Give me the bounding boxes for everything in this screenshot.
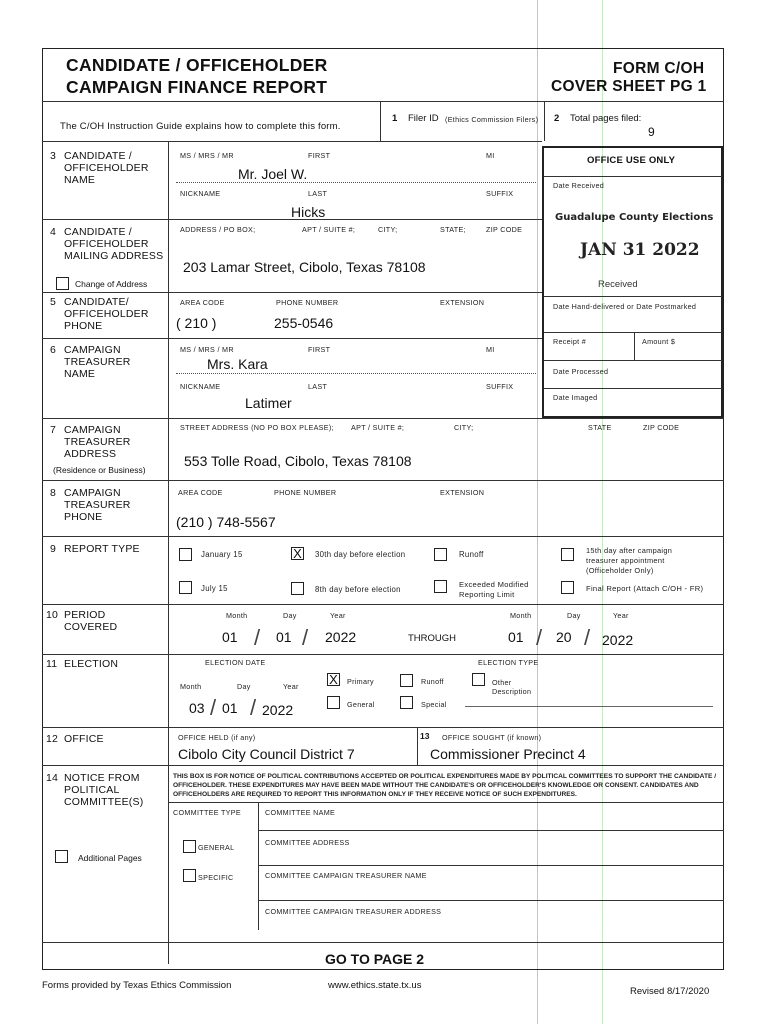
- 15th-day-checkbox[interactable]: [561, 548, 574, 561]
- field-label: Year: [283, 682, 299, 691]
- field-label: LAST: [308, 382, 328, 391]
- field-label: STREET ADDRESS (NO PO BOX PLEASE);: [180, 423, 334, 432]
- option-label: General: [347, 700, 375, 709]
- section-number: 7: [50, 424, 57, 436]
- treasurer-address-value: 553 Tolle Road, Cibolo, Texas 78108: [184, 453, 412, 469]
- field-label: COMMITTEE CAMPAIGN TREASURER ADDRESS: [265, 907, 442, 916]
- field-label: ADDRESS / PO BOX;: [180, 225, 256, 234]
- field-label: EXTENSION: [440, 298, 485, 307]
- election-year: 2022: [262, 702, 294, 718]
- election-month: 03: [189, 700, 205, 716]
- period-from-month: 01: [222, 629, 238, 645]
- additional-pages-checkbox[interactable]: [55, 850, 68, 863]
- section-number: 12: [46, 733, 59, 745]
- field-label: OFFICE SOUGHT (if known): [442, 733, 542, 742]
- candidate-address-value: 203 Lamar Street, Cibolo, Texas 78108: [183, 259, 426, 275]
- general-checkbox[interactable]: [327, 696, 340, 709]
- field-label: COMMITTEE CAMPAIGN TREASURER NAME: [265, 871, 427, 880]
- specific-committee-checkbox[interactable]: [183, 869, 196, 882]
- july-15-checkbox[interactable]: [179, 581, 192, 594]
- option-label: Primary: [347, 677, 374, 686]
- filer-id-hint: (Ethics Commission Filers): [445, 115, 539, 124]
- field-label: Year: [330, 611, 346, 620]
- treasurer-name-value: Mrs. Kara: [207, 356, 268, 372]
- section-label: NOTICE FROM POLITICAL COMMITTEE(S): [64, 772, 144, 808]
- section-number: 6: [50, 344, 57, 356]
- section-number: 14: [46, 772, 59, 784]
- date-slash: /: [210, 695, 217, 720]
- treasurer-phone-value: (210 ) 748-5567: [176, 514, 276, 530]
- office-sought-value: Commissioner Precinct 4: [430, 746, 586, 762]
- option-label: GENERAL: [198, 843, 235, 852]
- section-number: 13: [420, 731, 430, 741]
- field-label: COMMITTEE ADDRESS: [265, 838, 350, 847]
- section-number: 9: [50, 543, 57, 555]
- section-label: CAMPAIGN TREASURER NAME: [64, 344, 131, 380]
- field-label: MS / MRS / MR: [180, 151, 234, 160]
- option-label: 30th day before election: [315, 550, 406, 559]
- field-label: STATE;: [440, 225, 466, 234]
- option-label: SPECIFIC: [198, 873, 234, 882]
- option-label: Special: [421, 700, 447, 709]
- provided-by: Forms provided by Texas Ethics Commission: [42, 980, 232, 991]
- form-page-label: COVER SHEET PG 1: [551, 78, 707, 95]
- received-stamp-org: Guadalupe County Elections: [555, 212, 714, 223]
- field-label: FIRST: [308, 345, 331, 354]
- period-to-year: 2022: [602, 632, 634, 648]
- processed-label: Date Processed: [553, 367, 609, 376]
- final-report-checkbox[interactable]: [561, 581, 574, 594]
- field-label: EXTENSION: [440, 488, 485, 497]
- option-label: Runoff: [421, 677, 444, 686]
- field-label: Day: [567, 611, 581, 620]
- 30th-day-checkbox[interactable]: X: [291, 547, 304, 560]
- section-number: 11: [46, 658, 58, 670]
- section-label: REPORT TYPE: [64, 543, 140, 555]
- field-label: Month: [510, 611, 532, 620]
- section-number: 4: [50, 226, 57, 238]
- section-number: 3: [50, 150, 57, 162]
- office-held-value: Cibolo City Council District 7: [178, 746, 355, 762]
- receipt-label: Receipt #: [553, 337, 587, 346]
- option-label: Exceeded Modified Reporting Limit: [459, 580, 529, 599]
- election-day: 01: [222, 700, 238, 716]
- instruction-text: The C/OH Instruction Guide explains how to complete this form.: [60, 121, 341, 132]
- field-label: MS / MRS / MR: [180, 345, 234, 354]
- date-slash: /: [536, 625, 543, 650]
- section-label: CAMPAIGN TREASURER ADDRESS: [64, 424, 131, 460]
- field-label: CITY;: [378, 225, 398, 234]
- period-to-day: 20: [556, 629, 572, 645]
- hand-delivered-label: Date Hand-delivered or Date Postmarked: [553, 302, 697, 311]
- section-label: ELECTION: [64, 658, 119, 670]
- field-label: ZIP CODE: [643, 423, 680, 432]
- runoff-election-checkbox[interactable]: [400, 674, 413, 687]
- date-slash: /: [584, 625, 591, 650]
- field-label: PHONE NUMBER: [274, 488, 337, 497]
- field-label: AREA CODE: [180, 298, 225, 307]
- general-committee-checkbox[interactable]: [183, 840, 196, 853]
- runoff-checkbox[interactable]: [434, 548, 447, 561]
- date-received-label: Date Received: [553, 181, 605, 190]
- candidate-phone-value: 255-0546: [274, 315, 334, 331]
- field-label: OFFICE HELD (if any): [178, 733, 256, 742]
- period-from-day: 01: [276, 629, 292, 645]
- through-label: THROUGH: [408, 633, 457, 644]
- field-label: Year: [613, 611, 629, 620]
- field-label: NICKNAME: [180, 189, 221, 198]
- section-label: PERIOD COVERED: [64, 609, 118, 633]
- additional-pages-label: Additional Pages: [78, 853, 142, 863]
- office-use-title: OFFICE USE ONLY: [587, 155, 676, 166]
- field-label: Month: [180, 682, 202, 691]
- go-to-page-2: GO TO PAGE 2: [325, 951, 425, 967]
- period-to-month: 01: [508, 629, 524, 645]
- field-label: ELECTION TYPE: [478, 658, 539, 667]
- candidate-area-code-value: ( 210 ): [176, 315, 217, 331]
- field-label: SUFFIX: [486, 382, 514, 391]
- section-number: 5: [50, 296, 57, 308]
- form-title-line2: CAMPAIGN FINANCE REPORT: [66, 77, 328, 97]
- field-label: SUFFIX: [486, 189, 514, 198]
- field-label: NICKNAME: [180, 382, 221, 391]
- special-checkbox[interactable]: [400, 696, 413, 709]
- filer-id-label: Filer ID: [408, 113, 439, 124]
- field-label: ELECTION DATE: [205, 658, 266, 667]
- primary-checkbox[interactable]: X: [327, 673, 340, 686]
- pages-value: 9: [648, 125, 655, 139]
- section-number: 8: [50, 487, 57, 499]
- period-from-year: 2022: [325, 629, 357, 645]
- option-label: Final Report (Attach C/OH - FR): [586, 584, 704, 593]
- imaged-label: Date Imaged: [553, 393, 598, 402]
- field-label: ZIP CODE: [486, 225, 523, 234]
- exceeded-limit-checkbox[interactable]: [434, 580, 447, 593]
- option-label: 8th day before election: [315, 585, 401, 594]
- amount-label: Amount $: [642, 337, 676, 346]
- date-slash: /: [250, 695, 257, 720]
- field-label: MI: [486, 151, 495, 160]
- option-label: 15th day after campaign treasurer appointment (Officeholder Only): [586, 546, 673, 575]
- field-label: CITY;: [454, 423, 474, 432]
- pages-label: Total pages filed:: [570, 113, 642, 124]
- received-stamp-date: JAN 31 2022: [580, 240, 700, 260]
- option-label: January 15: [201, 550, 243, 559]
- date-slash: /: [254, 625, 261, 650]
- field-label: PHONE NUMBER: [276, 298, 339, 307]
- website-link[interactable]: www.ethics.state.tx.us: [328, 980, 422, 991]
- option-label: Other Description: [492, 678, 532, 696]
- field-label: STATE: [588, 423, 612, 432]
- field-label: COMMITTEE NAME: [265, 808, 336, 817]
- change-of-address-checkbox[interactable]: [56, 277, 69, 290]
- change-of-address-label: Change of Address: [75, 279, 148, 289]
- field-label: Day: [237, 682, 251, 691]
- other-election-checkbox[interactable]: [472, 673, 485, 686]
- field-label: Month: [226, 611, 248, 620]
- field-label: AREA CODE: [178, 488, 223, 497]
- option-label: July 15: [201, 584, 228, 593]
- form-title-line1: CANDIDATE / OFFICEHOLDER: [66, 55, 328, 75]
- section-label: CANDIDATE/ OFFICEHOLDER PHONE: [64, 296, 149, 332]
- candidate-name-value: Mr. Joel W.: [238, 166, 308, 182]
- section-number: 10: [46, 609, 59, 621]
- 8th-day-checkbox[interactable]: [291, 582, 304, 595]
- section-label: CANDIDATE / OFFICEHOLDER MAILING ADDRESS: [64, 226, 164, 262]
- revised-date: Revised 8/17/2020: [630, 986, 710, 997]
- section-sublabel: (Residence or Business): [53, 465, 146, 475]
- date-slash: /: [302, 625, 309, 650]
- section-number: 2: [554, 113, 560, 124]
- field-label: FIRST: [308, 151, 331, 160]
- field-label: APT / SUITE #;: [351, 423, 405, 432]
- section-label: CAMPAIGN TREASURER PHONE: [64, 487, 131, 523]
- section-label: CANDIDATE / OFFICEHOLDER NAME: [64, 150, 149, 186]
- section-number: 1: [392, 113, 398, 124]
- field-label: LAST: [308, 189, 328, 198]
- field-label: Day: [283, 611, 297, 620]
- field-label: MI: [486, 345, 495, 354]
- treasurer-last-value: Latimer: [245, 395, 292, 411]
- form-id: FORM C/OH: [613, 60, 705, 77]
- field-label: APT / SUITE #;: [302, 225, 356, 234]
- received-stamp-label: Received: [598, 279, 638, 290]
- field-label: COMMITTEE TYPE: [173, 808, 241, 817]
- section-label: OFFICE: [64, 733, 104, 745]
- candidate-last-value: Hicks: [291, 204, 326, 220]
- january-15-checkbox[interactable]: [179, 548, 192, 561]
- committee-notice-text: THIS BOX IS FOR NOTICE OF POLITICAL CONTRIBUTIONS ACCEPTED OR POLITICAL EXPENDITURES MADE BY POLITICAL COMMITTEES TO SUPPORT THE CANDIDATE / OFFICEHOLDER. THESE EXPENDITURES MAY HAVE BEEN MADE WITHOUT THE CANDIDATE'S OR OFFICEHOLDER'S KNOWLEDGE OR CONSENT. CANDIDATES AND OFFICEHOLDERS ARE REQUIRED TO REPORT THIS INFORMATION ONLY IF THEY RECEIVE NOTICE OF SUCH EXPENDITURES.: [173, 773, 717, 798]
- option-label: Runoff: [459, 550, 484, 559]
